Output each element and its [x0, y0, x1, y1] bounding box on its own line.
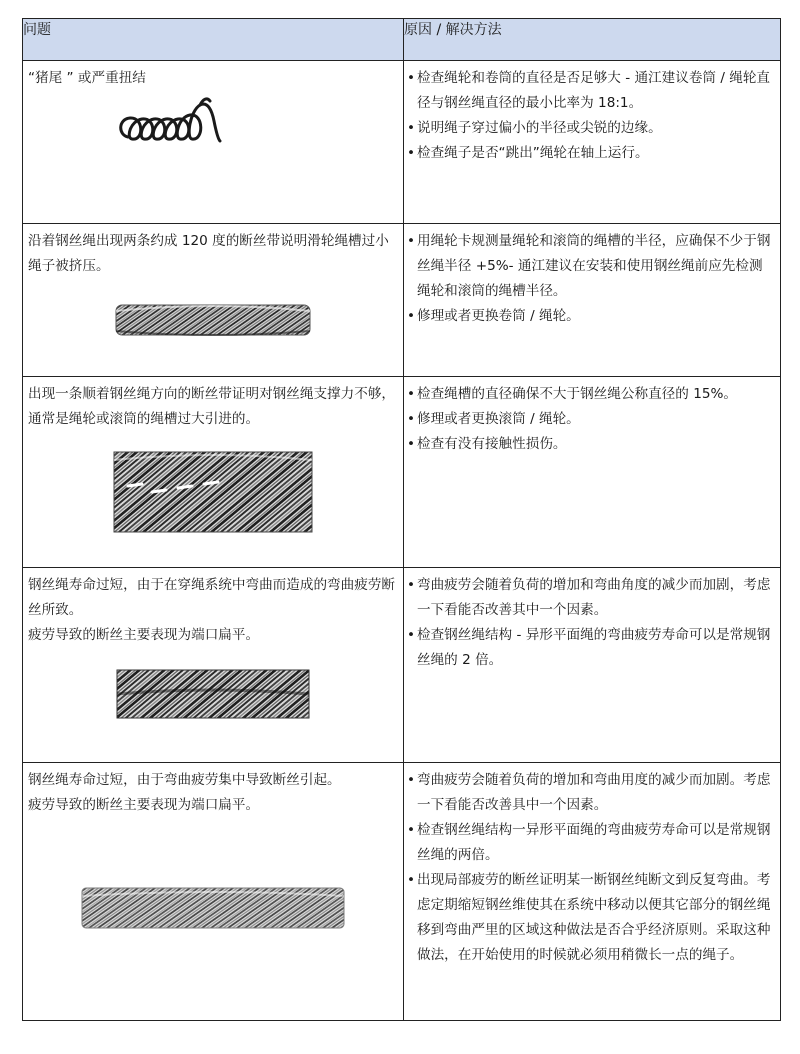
pigtail-rope-figure [108, 91, 318, 161]
table-row [23, 568, 781, 763]
problem-text: 钢丝绳寿命过短，由于在穿绳系统中弯曲而造成的弯曲疲劳断丝所致。 [28, 577, 396, 618]
solution-item: • 检查钢丝绳结构一异形平面绳的弯曲疲劳寿命可以是常规钢丝绳的两倍。 [407, 818, 774, 868]
solution-item: • 用绳轮卡规测量绳轮和滚筒的绳槽的半径，应确保不少于钢丝绳半径 +5%- 通江建议在安装和使用钢丝绳前应先检测绳轮和滚筒的绳槽半径。 [407, 229, 774, 304]
problem-text: 钢丝绳寿命过短，由于弯曲疲劳集中导致断丝引起。 [28, 772, 341, 788]
solution-item: • 弯曲疲劳会随着负荷的增加和弯曲角度的减少而加剧，考虑一下看能否改善其中一个因素。 [407, 573, 774, 623]
problem-text: 疲劳导致的断丝主要表现为端口扁平。 [28, 797, 260, 813]
troubleshooting-table [22, 18, 781, 1021]
solution-item: • 检查绳子是否“跳出”绳轮在轴上运行。 [407, 141, 774, 166]
table-header-row [23, 19, 781, 61]
problem-text: 疲劳导致的断丝主要表现为端口扁平。 [28, 627, 260, 643]
solution-item: • 弯曲疲劳会随着负荷的增加和弯曲用度的减少而加剧。考虑一下看能否改善具中一个因素。 [407, 768, 774, 818]
problem-cell [23, 377, 404, 568]
table-row [23, 377, 781, 568]
problem-cell [23, 568, 404, 763]
local-fatigue-rope-figure [78, 880, 348, 936]
solution-item: • 修理或者更换卷筒 / 绳轮。 [407, 304, 774, 329]
solution-item: • 出现局部疲劳的断丝证明某一断钢丝纯断文到反复弯曲。考虑定期缩短钢丝维使其在系统中移动以便其它部分的钢丝绳移到弯曲严里的区域这种做法是否合乎经济原则。采取这种做法，在开始使用的时候就必须用稍微长一点的绳子。 [407, 868, 774, 968]
broken-wire-band-rope-figure [108, 446, 318, 538]
solution-cell [404, 763, 781, 1021]
solution-cell [404, 568, 781, 763]
header-problem: 问题 [23, 19, 404, 61]
table-row [23, 61, 781, 224]
solution-item: • 检查钢丝绳结构 - 异形平面绳的弯曲疲劳寿命可以是常规钢丝绳的 2 倍。 [407, 623, 774, 673]
solution-item: • 检查绳轮和卷筒的直径是否足够大 - 通江建议卷筒 / 绳轮直径与钢丝绳直径的最小比率为 18:1。 [407, 66, 774, 116]
problem-cell [23, 763, 404, 1021]
problem-cell [23, 61, 404, 224]
solution-item: • 检查有没有接触性损伤。 [407, 432, 774, 457]
problem-text: 出现一条顺着钢丝绳方向的断丝带证明对钢丝绳支撑力不够，通常是绳轮或滚筒的绳槽过大引进的。 [28, 386, 396, 427]
table-row [23, 224, 781, 377]
solution-item: • 修理或者更换滚筒 / 绳轮。 [407, 407, 774, 432]
problem-text: “猪尾 ” 或严重扭结 [28, 70, 146, 86]
table-row [23, 763, 781, 1021]
solution-cell [404, 61, 781, 224]
problem-cell [23, 224, 404, 377]
crushed-rope-figure [108, 295, 318, 347]
solution-item: • 说明绳子穿过偏小的半径或尖锐的边缘。 [407, 116, 774, 141]
header-cause-solution: 原因 / 解决方法 [404, 19, 781, 61]
solution-cell [404, 224, 781, 377]
solution-item: • 检查绳槽的直径确保不大于钢丝绳公称直径的 15%。 [407, 382, 774, 407]
solution-cell [404, 377, 781, 568]
bending-fatigue-rope-figure [113, 662, 313, 726]
problem-text: 沿着钢丝绳出现两条约成 120 度的断丝带说明滑轮绳槽过小绳子被挤压。 [28, 233, 389, 274]
